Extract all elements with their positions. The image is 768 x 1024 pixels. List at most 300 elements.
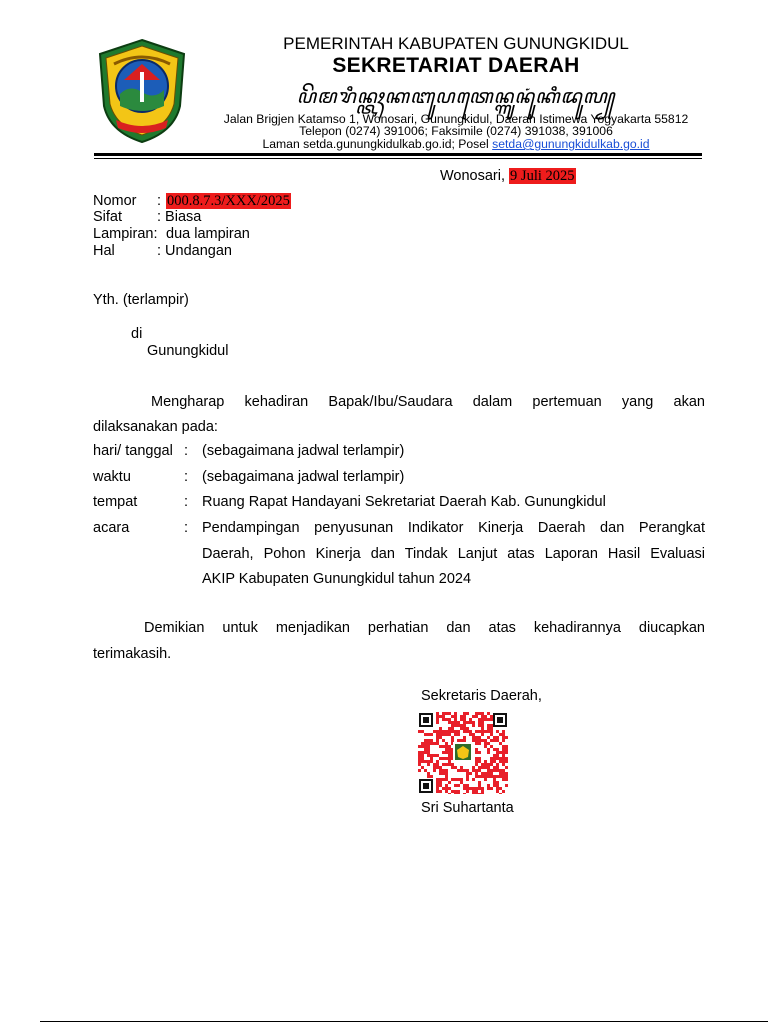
qr-module xyxy=(466,727,469,730)
qr-module xyxy=(421,742,424,745)
qr-module xyxy=(448,754,451,757)
qr-module xyxy=(457,790,460,793)
qr-module xyxy=(457,724,460,727)
qr-module xyxy=(436,760,439,763)
qr-module xyxy=(475,787,478,790)
qr-module xyxy=(478,775,481,778)
qr-module xyxy=(457,784,460,787)
qr-module xyxy=(475,769,478,772)
qr-module xyxy=(502,736,505,739)
qr-module xyxy=(445,757,448,760)
qr-module xyxy=(481,790,484,793)
detail-value-date: (sebagaimana jadwal terlampir) xyxy=(202,443,405,459)
qr-module xyxy=(439,727,442,730)
recipient-di: di xyxy=(131,326,143,342)
qr-module xyxy=(490,715,493,718)
nomor-value xyxy=(166,193,291,210)
qr-module xyxy=(478,730,481,733)
qr-module xyxy=(490,760,493,763)
qr-module xyxy=(493,769,496,772)
qr-module xyxy=(418,769,421,772)
qr-module xyxy=(436,730,439,733)
qr-module xyxy=(457,769,460,772)
qr-module xyxy=(487,784,490,787)
signatory-name: Sri Suhartanta xyxy=(421,800,514,816)
qr-module xyxy=(421,757,424,760)
qr-module xyxy=(502,748,505,751)
qr-module xyxy=(460,781,463,784)
qr-module xyxy=(442,757,445,760)
qr-module xyxy=(460,724,463,727)
qr-module xyxy=(481,733,484,736)
qr-module xyxy=(442,787,445,790)
closing-paragraph-line2: terimakasih. xyxy=(93,646,172,662)
qr-module xyxy=(433,769,436,772)
qr-module xyxy=(418,730,421,733)
qr-module xyxy=(502,757,505,760)
qr-module xyxy=(490,757,493,760)
qr-module xyxy=(463,787,466,790)
qr-module xyxy=(436,754,439,757)
qr-module xyxy=(430,775,433,778)
qr-module xyxy=(490,733,493,736)
qr-module xyxy=(436,763,439,766)
qr-module xyxy=(454,730,457,733)
qr-module xyxy=(478,724,481,727)
qr-module xyxy=(505,751,508,754)
qr-module xyxy=(496,748,499,751)
qr-module xyxy=(460,739,463,742)
qr-module xyxy=(445,787,448,790)
detail-label-date: hari/ tanggal xyxy=(93,443,173,459)
qr-module xyxy=(463,721,466,724)
qr-module xyxy=(433,763,436,766)
qr-module xyxy=(442,772,445,775)
sifat-label: Sifat xyxy=(93,209,123,225)
qr-module xyxy=(439,784,442,787)
qr-module xyxy=(496,766,499,769)
detail-label-time: waktu xyxy=(93,469,131,485)
qr-module xyxy=(460,769,463,772)
qr-module xyxy=(427,745,430,748)
qr-module xyxy=(436,715,439,718)
qr-module xyxy=(430,760,433,763)
letterhead-address: Jalan Brigjen Katamso 1, Wonosari, Gunungkidul, Daerah Istimewa Yogyakarta 55812 xyxy=(223,112,689,126)
qr-module xyxy=(466,787,469,790)
qr-module xyxy=(487,751,490,754)
qr-module xyxy=(427,763,430,766)
qr-module xyxy=(481,787,484,790)
qr-module xyxy=(475,715,478,718)
qr-module xyxy=(442,769,445,772)
qr-module xyxy=(454,712,457,715)
qr-module xyxy=(475,757,478,760)
qr-module xyxy=(493,757,496,760)
qr-module xyxy=(445,775,448,778)
qr-module xyxy=(448,727,451,730)
qr-module xyxy=(472,739,475,742)
qr-module xyxy=(475,775,478,778)
qr-module xyxy=(445,745,448,748)
qr-module xyxy=(502,739,505,742)
qr-module xyxy=(448,781,451,784)
qr-module xyxy=(487,763,490,766)
qr-module xyxy=(496,784,499,787)
detail-label-agenda: acara xyxy=(93,520,130,536)
qr-module xyxy=(490,772,493,775)
qr-module xyxy=(436,787,439,790)
qr-module xyxy=(463,724,466,727)
qr-module xyxy=(481,793,484,794)
qr-module xyxy=(451,778,454,781)
qr-module xyxy=(436,790,439,793)
agenda-line2-text: Daerah, Pohon Kinerja dan Tindak Lanjut atas Laporan Hasil Evaluasi xyxy=(202,546,705,562)
qr-module xyxy=(475,712,478,715)
qr-module xyxy=(499,793,502,794)
qr-module xyxy=(496,754,499,757)
qr-module xyxy=(487,718,490,721)
qr-module xyxy=(466,721,469,724)
qr-module xyxy=(463,793,466,794)
letterhead-javanese-script: ꦥꦼꦩꦫꦶꦤ꧀ꦠꦃꦏꦧꦸꦥꦠꦺꦤ꧀ꦒꦸꦤꦸꦁꦏꦶꦢꦸꦭ꧀ xyxy=(296,84,616,108)
qr-module xyxy=(478,793,481,794)
qr-module xyxy=(481,775,484,778)
qr-module xyxy=(451,715,454,718)
qr-module xyxy=(442,751,445,754)
qr-module xyxy=(463,712,466,715)
qr-module xyxy=(421,754,424,757)
detail-value-agenda-line1 xyxy=(202,520,705,537)
qr-module xyxy=(430,757,433,760)
qr-module xyxy=(421,745,424,748)
qr-module xyxy=(439,790,442,793)
qr-module xyxy=(472,766,475,769)
qr-module xyxy=(478,769,481,772)
qr-module xyxy=(454,718,457,721)
qr-module xyxy=(490,745,493,748)
qr-module xyxy=(475,730,478,733)
qr-module xyxy=(499,769,502,772)
opening-paragraph-line1 xyxy=(151,394,705,411)
qr-module xyxy=(439,766,442,769)
qr-module xyxy=(472,724,475,727)
qr-module xyxy=(472,787,475,790)
qr-module xyxy=(436,721,439,724)
qr-module xyxy=(442,715,445,718)
qr-module xyxy=(421,760,424,763)
closing-line1-text: Demikian untuk menjadikan perhatian dan atas kehadirannya diucapkan xyxy=(144,620,705,636)
qr-module xyxy=(451,763,454,766)
qr-module xyxy=(424,760,427,763)
qr-module xyxy=(487,769,490,772)
letter-date xyxy=(440,168,576,185)
qr-module xyxy=(436,742,439,745)
qr-module xyxy=(469,787,472,790)
qr-module xyxy=(436,739,439,742)
qr-module xyxy=(475,793,478,794)
qr-module xyxy=(448,730,451,733)
qr-module xyxy=(448,721,451,724)
qr-module xyxy=(499,751,502,754)
qr-module xyxy=(457,793,460,794)
qr-module xyxy=(448,787,451,790)
qr-module xyxy=(493,778,496,781)
qr-module xyxy=(436,733,439,736)
qr-module xyxy=(430,754,433,757)
qr-module xyxy=(496,769,499,772)
qr-module xyxy=(505,757,508,760)
qr-module xyxy=(460,778,463,781)
qr-module xyxy=(469,718,472,721)
qr-module xyxy=(457,739,460,742)
qr-module xyxy=(427,760,430,763)
qr-module xyxy=(505,778,508,781)
qr-module xyxy=(448,751,451,754)
qr-module xyxy=(481,712,484,715)
qr-module xyxy=(496,757,499,760)
qr-module xyxy=(445,712,448,715)
nomor-value-highlight: 000.8.7.3/XXX/2025 xyxy=(167,193,290,209)
qr-module xyxy=(460,715,463,718)
qr-module xyxy=(466,772,469,775)
qr-module xyxy=(442,778,445,781)
qr-module xyxy=(433,766,436,769)
qr-module xyxy=(445,733,448,736)
qr-module xyxy=(445,730,448,733)
qr-module xyxy=(457,721,460,724)
qr-module xyxy=(475,742,478,745)
qr-module xyxy=(469,721,472,724)
opening-line1-text: Mengharap kehadiran Bapak/Ibu/Saudara dalam pertemuan yang akan xyxy=(151,394,705,410)
qr-module xyxy=(493,766,496,769)
qr-module xyxy=(481,724,484,727)
qr-module xyxy=(502,751,505,754)
qr-module xyxy=(472,769,475,772)
qr-module xyxy=(499,733,502,736)
qr-module xyxy=(502,769,505,772)
qr-module xyxy=(484,766,487,769)
signature-title: Sekretaris Daerah, xyxy=(421,688,542,704)
qr-module xyxy=(451,721,454,724)
qr-module xyxy=(460,718,463,721)
qr-module xyxy=(445,751,448,754)
qr-module xyxy=(442,712,445,715)
detail-value-time: (sebagaimana jadwal terlampir) xyxy=(202,469,405,485)
qr-module xyxy=(442,733,445,736)
qr-module xyxy=(454,733,457,736)
letterhead-email-link[interactable]: setda@gunungkidulkab.go.id xyxy=(492,137,650,151)
qr-module xyxy=(439,778,442,781)
qr-module xyxy=(424,739,427,742)
opening-paragraph-line2: dilaksanakan pada: xyxy=(93,419,218,435)
qr-module xyxy=(454,790,457,793)
qr-module xyxy=(499,772,502,775)
qr-module xyxy=(496,775,499,778)
qr-module xyxy=(478,787,481,790)
qr-module xyxy=(502,778,505,781)
qr-module xyxy=(481,766,484,769)
qr-module xyxy=(484,730,487,733)
qr-module xyxy=(418,760,421,763)
qr-module xyxy=(439,730,442,733)
qr-module xyxy=(430,733,433,736)
detail-sep-place: : xyxy=(184,494,189,510)
qr-module xyxy=(484,760,487,763)
recipient-place: Gunungkidul xyxy=(147,343,229,359)
qr-module xyxy=(481,718,484,721)
qr-module xyxy=(490,730,493,733)
detail-sep-agenda: : xyxy=(184,520,189,536)
letterhead-office-name: SEKRETARIAT DAERAH xyxy=(332,54,580,77)
qr-module xyxy=(463,736,466,739)
qr-module xyxy=(478,736,481,739)
qr-module xyxy=(475,760,478,763)
qr-module xyxy=(496,790,499,793)
qr-module xyxy=(499,787,502,790)
detail-label-place: tempat xyxy=(93,494,138,510)
lampiran-value: dua lampiran xyxy=(166,226,250,242)
qr-module xyxy=(487,772,490,775)
qr-module xyxy=(463,730,466,733)
qr-module xyxy=(478,742,481,745)
qr-module xyxy=(478,718,481,721)
qr-module xyxy=(469,730,472,733)
qr-module xyxy=(463,784,466,787)
qr-module xyxy=(505,766,508,769)
closing-paragraph-line1 xyxy=(144,620,705,637)
qr-module xyxy=(460,766,463,769)
qr-module xyxy=(478,751,481,754)
date-place: Wonosari, xyxy=(440,168,506,184)
qr-module xyxy=(490,724,493,727)
qr-module xyxy=(496,736,499,739)
qr-module xyxy=(439,736,442,739)
qr-module xyxy=(493,784,496,787)
qr-module xyxy=(502,772,505,775)
qr-module xyxy=(478,757,481,760)
qr-module xyxy=(466,784,469,787)
qr-module xyxy=(424,748,427,751)
qr-module xyxy=(484,763,487,766)
qr-module xyxy=(481,739,484,742)
qr-module xyxy=(505,736,508,739)
qr-module xyxy=(484,745,487,748)
qr-module xyxy=(469,772,472,775)
qr-module xyxy=(496,751,499,754)
qr-module xyxy=(451,790,454,793)
qr-module xyxy=(487,787,490,790)
qr-module xyxy=(457,733,460,736)
qr-module xyxy=(466,769,469,772)
qr-module xyxy=(475,748,478,751)
qr-module xyxy=(448,793,451,794)
qr-module xyxy=(478,781,481,784)
qr-module xyxy=(490,775,493,778)
qr-module xyxy=(505,748,508,751)
qr-module xyxy=(418,763,421,766)
qr-module xyxy=(454,724,457,727)
qr-module xyxy=(478,766,481,769)
nomor-separator: : xyxy=(157,193,162,209)
qr-module xyxy=(505,784,508,787)
qr-module xyxy=(442,730,445,733)
qr-module xyxy=(487,748,490,751)
qr-module xyxy=(475,772,478,775)
qr-module xyxy=(457,778,460,781)
qr-module xyxy=(487,712,490,715)
qr-module xyxy=(472,733,475,736)
qr-module xyxy=(475,790,478,793)
qr-module xyxy=(421,766,424,769)
qr-module xyxy=(436,778,439,781)
letterhead-phone: Telepon (0274) 391006; Faksimile (0274) 391038, 391006 xyxy=(299,124,613,138)
detail-sep-time: : xyxy=(184,469,189,485)
qr-module xyxy=(424,745,427,748)
qr-module xyxy=(466,790,469,793)
qr-module xyxy=(448,733,451,736)
qr-module xyxy=(475,763,478,766)
qr-module xyxy=(484,778,487,781)
qr-module xyxy=(451,766,454,769)
qr-module xyxy=(436,718,439,721)
qr-module xyxy=(445,718,448,721)
detail-value-agenda-line3: AKIP Kabupaten Gunungkidul tahun 2024 xyxy=(202,571,472,587)
qr-module xyxy=(499,742,502,745)
qr-module xyxy=(499,775,502,778)
qr-module xyxy=(472,778,475,781)
qr-module xyxy=(502,733,505,736)
qr-module xyxy=(448,760,451,763)
qr-module xyxy=(463,727,466,730)
qr-module xyxy=(505,772,508,775)
hal-label: Hal xyxy=(93,243,115,259)
qr-module xyxy=(478,784,481,787)
qr-module xyxy=(451,730,454,733)
qr-module xyxy=(505,760,508,763)
qr-module xyxy=(427,742,430,745)
qr-module xyxy=(427,775,430,778)
qr-module xyxy=(442,718,445,721)
hal-value: : Undangan xyxy=(157,243,232,259)
qr-module xyxy=(487,724,490,727)
qr-module xyxy=(490,769,493,772)
qr-module xyxy=(454,721,457,724)
qr-module xyxy=(496,739,499,742)
qr-module xyxy=(466,778,469,781)
qr-module xyxy=(493,781,496,784)
qr-module xyxy=(448,745,451,748)
qr-module xyxy=(496,781,499,784)
qr-module xyxy=(496,787,499,790)
qr-module xyxy=(427,733,430,736)
qr-module xyxy=(502,730,505,733)
qr-module xyxy=(502,754,505,757)
qr-module xyxy=(478,739,481,742)
qr-module xyxy=(472,790,475,793)
qr-module xyxy=(487,775,490,778)
qr-module xyxy=(490,739,493,742)
qr-module xyxy=(487,742,490,745)
qr-module xyxy=(421,751,424,754)
detail-sep-date: : xyxy=(184,443,189,459)
qr-module xyxy=(448,757,451,760)
qr-module xyxy=(436,766,439,769)
qr-module xyxy=(448,712,451,715)
qr-module xyxy=(487,736,490,739)
qr-module xyxy=(448,718,451,721)
qr-module xyxy=(436,736,439,739)
qr-module xyxy=(484,715,487,718)
